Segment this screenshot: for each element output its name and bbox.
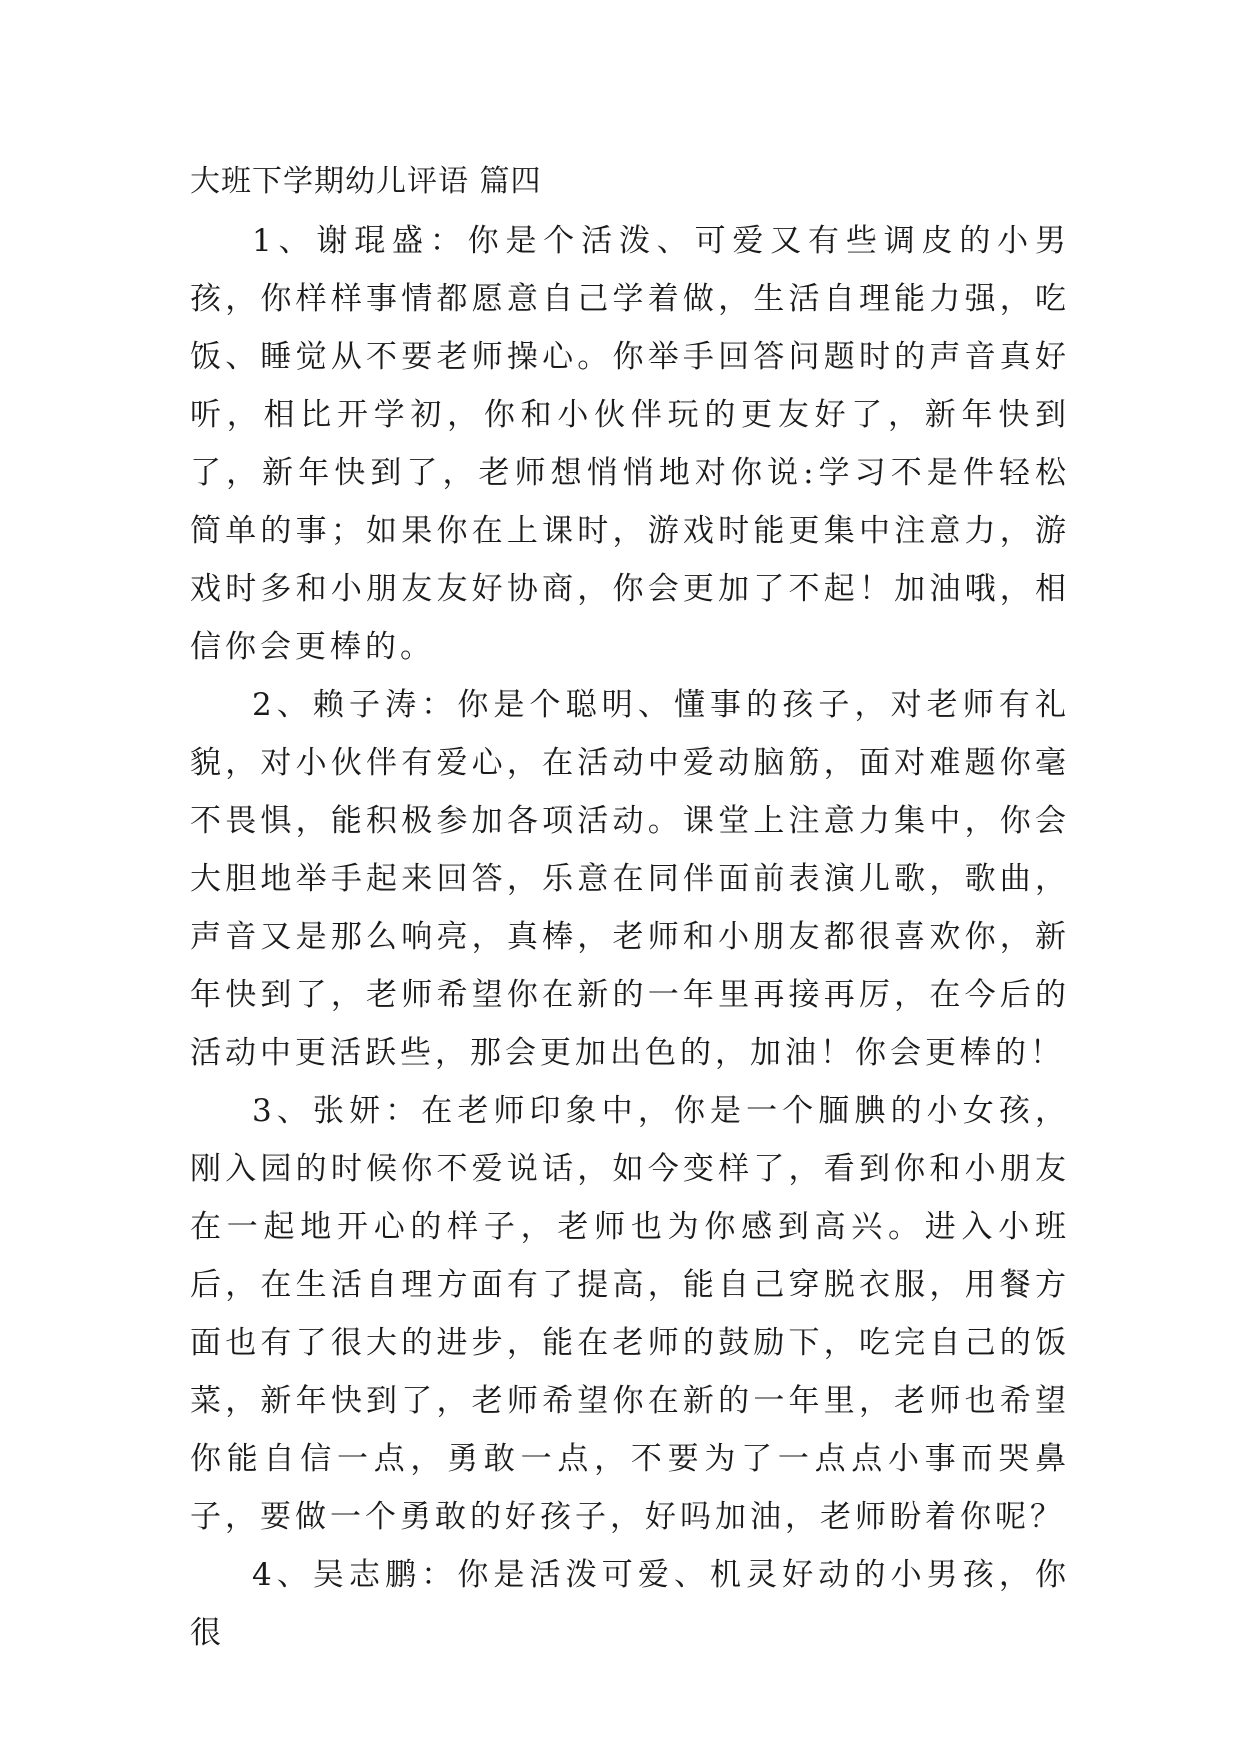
document-title: 大班下学期幼儿评语 篇四: [190, 164, 542, 199]
document-body: [190, 160, 1070, 1662]
paragraph-4: 4、吴志鹏：你是活泼可爱、机灵好动的小男孩，你很: [190, 1557, 1070, 1651]
paragraph-1: 1、谢琨盛：你是个活泼、可爱又有些调皮的小男孩，你样样事情都愿意自己学着做，生活自理能力强，吃饭、睡觉从不要老师操心。你举手回答问题时的声音真好听，相比开学初，你和小伙伴玩的更友好了，新年快到了，新年快到了，老师想悄悄地对你说:学习不是件轻松简单的事；如果你在上课时，游戏时能更集中注意力，游戏时多和小朋友友好协商，你会更加了不起！加油哦，相信你会更棒的。: [190, 223, 1070, 665]
paragraph-3: 3、张妍：在老师印象中，你是一个腼腆的小女孩，刚入园的时候你不爱说话，如今变样了，看到你和小朋友在一起地开心的样子，老师也为你感到高兴。进入小班后，在生活自理方面有了提高，能自己穿脱衣服，用餐方面也有了很大的进步，能在老师的鼓励下，吃完自己的饭菜，新年快到了，老师希望你在新的一年里，老师也希望你能自信一点，勇敢一点，不要为了一点点小事而哭鼻子，要做一个勇敢的好孩子，好吗加油，老师盼着你呢？: [190, 1093, 1070, 1535]
paragraph-2: 2、赖子涛：你是个聪明、懂事的孩子，对老师有礼貌，对小伙伴有爱心，在活动中爱动脑筋，面对难题你毫不畏惧，能积极参加各项活动。课堂上注意力集中，你会大胆地举手起来回答，乐意在同伴面前表演儿歌，歌曲，声音又是那么响亮，真棒，老师和小朋友都很喜欢你，新年快到了，老师希望你在新的一年里再接再厉，在今后的活动中更活跃些，那会更加出色的，加油！你会更棒的！: [190, 687, 1070, 1071]
